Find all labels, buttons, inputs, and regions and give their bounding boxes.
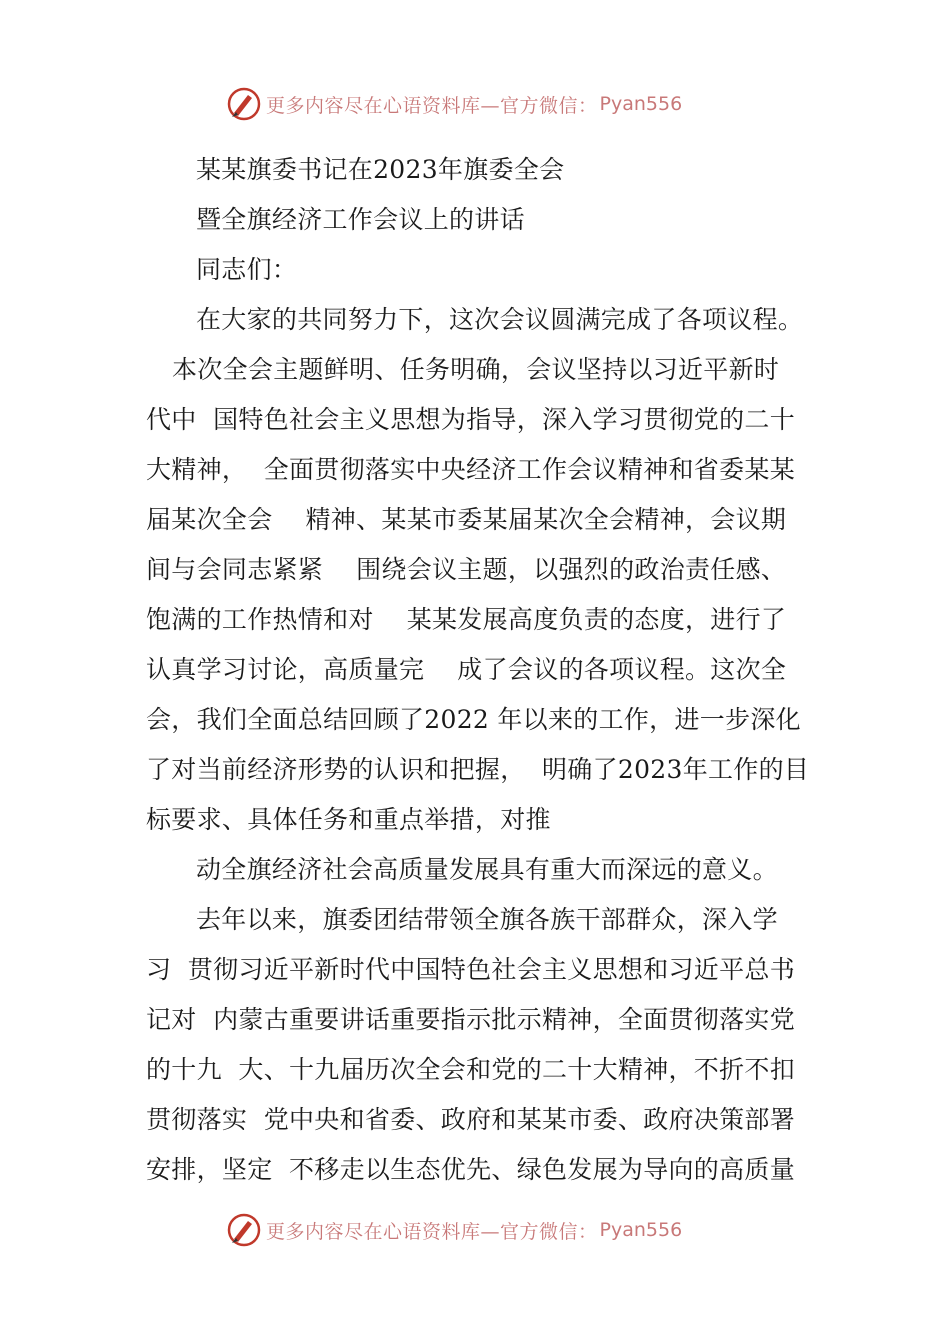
footer-watermark-banner (226, 1210, 746, 1250)
paragraph-line: 了对当前经济形势的认识和把握， 明确了2023年工作的目 (146, 755, 810, 784)
paragraph-line: 本次全会主题鲜明、任务明确，会议坚持以习近平新时 (172, 355, 780, 384)
paragraph-line: 代中 国特色社会主义思想为指导，深入学习贯彻党的二十 (146, 405, 795, 434)
paragraph-line: 标要求、具体任务和重点举措，对推 (146, 805, 551, 834)
paragraph-line: 安排，坚定 不移走以生态优先、绿色发展为导向的高质量 (146, 1155, 795, 1184)
paragraph-line: 认真学习讨论，高质量完 成了会议的各项议程。这次全 (146, 655, 787, 684)
salutation: 同志们： (196, 255, 298, 284)
title-line-1: 某某旗委书记在2023年旗委全会 (196, 155, 565, 184)
header-watermark-banner (226, 84, 746, 124)
paragraph-line: 习 贯彻习近平新时代中国特色社会主义思想和习近平总书 (146, 955, 795, 984)
paragraph-line: 会，我们全面总结回顾了2022 年以来的工作，进一步深化 (146, 705, 801, 734)
paragraph-line: 饱满的工作热情和对 某某发展高度负责的态度，进行了 (146, 605, 787, 634)
pen-circle-logo-icon (226, 86, 262, 122)
watermark-text: 更多内容尽在心语资料库—官方微信： (266, 94, 598, 117)
wechat-id: Pyan556 (599, 1219, 683, 1241)
paragraph-line: 届某次全会 精神、某某市委某届某次全会精神，会议期 (146, 505, 787, 534)
watermark-text: 更多内容尽在心语资料库—官方微信： (266, 1220, 598, 1243)
wechat-id: Pyan556 (599, 93, 683, 115)
paragraph-line: 在大家的共同努力下，这次会议圆满完成了各项议程。 (196, 305, 804, 334)
paragraph-line: 动全旗经济社会高质量发展具有重大而深远的意义。 (196, 855, 778, 884)
paragraph-line: 贯彻落实 党中央和省委、政府和某某市委、政府决策部署 (146, 1105, 795, 1134)
title-line-2: 暨全旗经济工作会议上的讲话 (196, 205, 525, 234)
paragraph-line: 去年以来，旗委团结带领全旗各族干部群众，深入学 (196, 905, 778, 934)
paragraph-line: 记对 内蒙古重要讲话重要指示批示精神，全面贯彻落实党 (146, 1005, 795, 1034)
pen-circle-logo-icon (226, 1212, 262, 1248)
paragraph-line: 大精神， 全面贯彻落实中央经济工作会议精神和省委某某 (146, 455, 795, 484)
paragraph-line: 间与会同志紧紧 围绕会议主题，以强烈的政治责任感、 (146, 555, 787, 584)
paragraph-line: 的十九 大、十九届历次全会和党的二十大精神，不折不扣 (146, 1055, 795, 1084)
